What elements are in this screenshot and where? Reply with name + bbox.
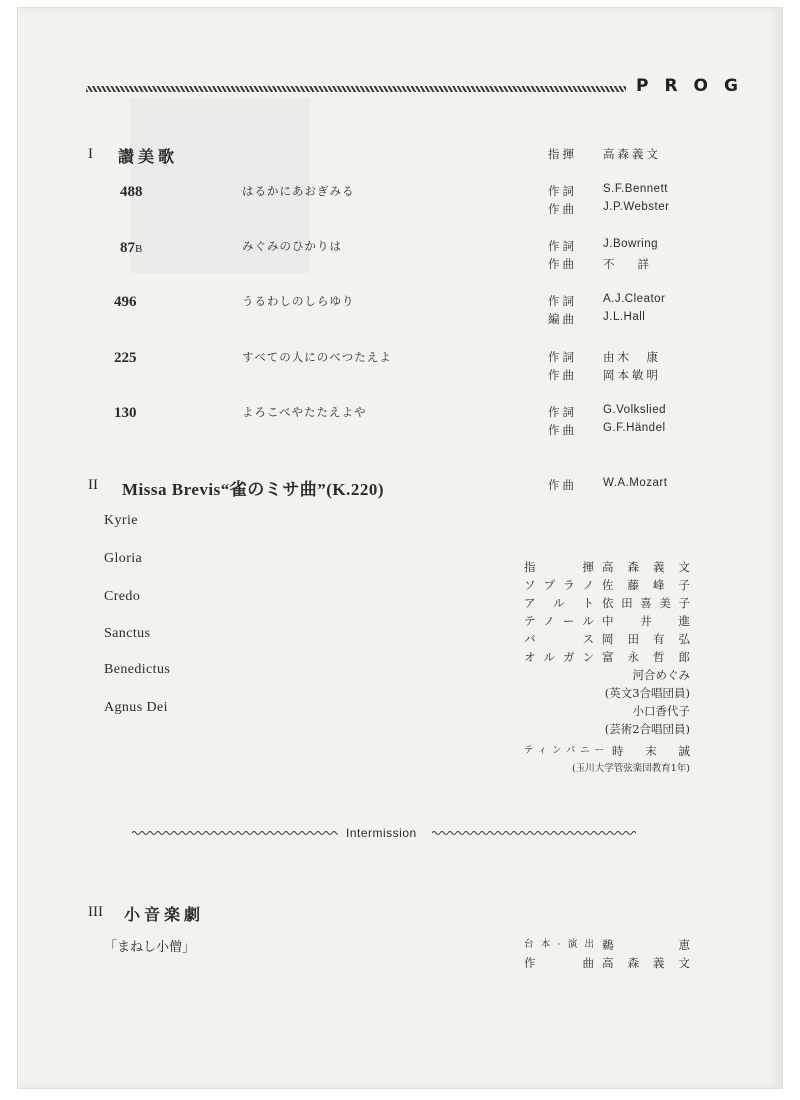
cast-row	[524, 558, 690, 576]
cast-row	[524, 612, 690, 630]
cast-name: 時末誠	[612, 744, 690, 758]
section3-title: 小音楽劇	[124, 905, 205, 924]
hymn-number: 225	[114, 350, 137, 366]
cast-row	[524, 760, 690, 778]
cast-role: ティンパニー	[524, 745, 604, 756]
cast-role: テノール	[524, 614, 594, 628]
hymn-title: すべての人にのべつたえよ	[242, 350, 392, 364]
hymn-title: はるかにあおぎみる	[242, 184, 355, 198]
cast-row	[524, 936, 690, 954]
cast-list	[524, 558, 690, 778]
cast-extra: 小口香代子	[632, 704, 690, 718]
cast-name: 富永哲郎	[602, 650, 690, 664]
cast-row	[524, 576, 690, 594]
credit-role: 作曲	[548, 202, 577, 216]
section1-title: 讃美歌	[118, 147, 179, 166]
credit-role: 作詞	[548, 405, 577, 419]
credit-name: A.J.Cleator	[603, 293, 666, 305]
credit-name: J.Bowring	[603, 238, 658, 250]
credit-role: 作曲	[548, 257, 577, 271]
section2-title: Missa Brevis“雀のミサ曲”(K.220)	[122, 480, 385, 499]
hymn-number: 488	[120, 184, 143, 200]
credit-name: J.P.Webster	[603, 201, 670, 213]
cast-extra-note: (英文3合唱団員)	[604, 686, 690, 700]
cast-role: アルト	[524, 596, 594, 610]
cast-extra-note: (玉川大学管弦楽団教育1年)	[572, 763, 690, 774]
hymn-number: 87B	[120, 240, 143, 256]
cast-role: バス	[524, 632, 594, 646]
hymn-number: 130	[114, 405, 137, 421]
cast-role: 指揮	[524, 560, 594, 574]
cast-row	[524, 666, 690, 684]
cast-name: 依田喜美子	[602, 596, 690, 610]
hymn-title: みぐみのひかりは	[242, 239, 342, 253]
credit-role: 作詞	[548, 239, 577, 253]
credit-name: 岡本敏明	[603, 368, 661, 382]
cast-row	[524, 648, 690, 666]
section3-work: 「まねし小僧」	[104, 940, 196, 955]
cast-role: ソプラノ	[524, 578, 594, 592]
credit-name: G.F.Händel	[603, 422, 666, 434]
section1-number: I	[88, 146, 93, 162]
section3-number: III	[88, 904, 103, 920]
credit-name: S.F.Bennett	[603, 183, 668, 195]
cast-name: 中井進	[602, 614, 690, 628]
credit-role: 作詞	[548, 184, 577, 198]
section2-number: II	[88, 477, 98, 493]
hymn-number: 496	[114, 294, 137, 310]
section1-conductor: 高森義文	[603, 147, 661, 161]
section3-credits	[524, 936, 690, 972]
cast-row	[524, 954, 690, 972]
credit-role: 作詞	[548, 350, 577, 364]
movement-gloria: Gloria	[104, 551, 143, 566]
credit-role: 編曲	[548, 312, 577, 326]
credit-role: 作曲	[548, 368, 577, 382]
hymn-title: よろこべやたたえよや	[242, 405, 367, 419]
cast-name: 佐藤峰子	[602, 578, 690, 592]
hymn-title: うるわしのしらゆり	[242, 294, 355, 308]
movement-kyrie: Kyrie	[104, 513, 138, 528]
cast-name: 高森義文	[602, 956, 690, 970]
header-decorative-line	[86, 86, 626, 92]
cast-row	[524, 720, 690, 738]
cast-name: 鵜恵	[602, 938, 690, 952]
cast-row	[524, 742, 690, 760]
cast-row	[524, 684, 690, 702]
cast-name: 高森義文	[602, 560, 690, 574]
movement-sanctus: Sanctus	[104, 626, 151, 641]
cast-row	[524, 594, 690, 612]
section1-conductor-role: 指揮	[548, 147, 577, 161]
intermission-wave-right	[432, 830, 636, 836]
intermission-label: Intermission	[346, 826, 417, 840]
cast-row	[524, 702, 690, 720]
credit-name: J.L.Hall	[603, 311, 646, 323]
movement-agnus-dei: Agnus Dei	[104, 700, 168, 715]
credit-role: 作曲	[548, 423, 577, 437]
intermission-wave-left	[132, 830, 338, 836]
cast-name: 岡田有弘	[602, 632, 690, 646]
movement-credo: Credo	[104, 589, 141, 604]
cast-row	[524, 630, 690, 648]
section2-composer-role: 作曲	[548, 478, 577, 492]
credit-name: G.Volkslied	[603, 404, 667, 416]
cast-role: 作曲	[524, 956, 594, 970]
credit-name: 由木 康	[603, 350, 661, 364]
header-title: PROG	[636, 76, 754, 96]
section2-composer: W.A.Mozart	[603, 477, 668, 489]
movement-benedictus: Benedictus	[104, 662, 171, 677]
cast-extra: 河合めぐみ	[632, 668, 690, 682]
cast-extra-note: (芸術2合唱団員)	[604, 722, 690, 736]
cast-role: オルガン	[524, 650, 594, 664]
credit-name: 不 詳	[603, 257, 649, 271]
credit-role: 作詞	[548, 294, 577, 308]
cast-role: 台本·演出	[524, 939, 594, 950]
